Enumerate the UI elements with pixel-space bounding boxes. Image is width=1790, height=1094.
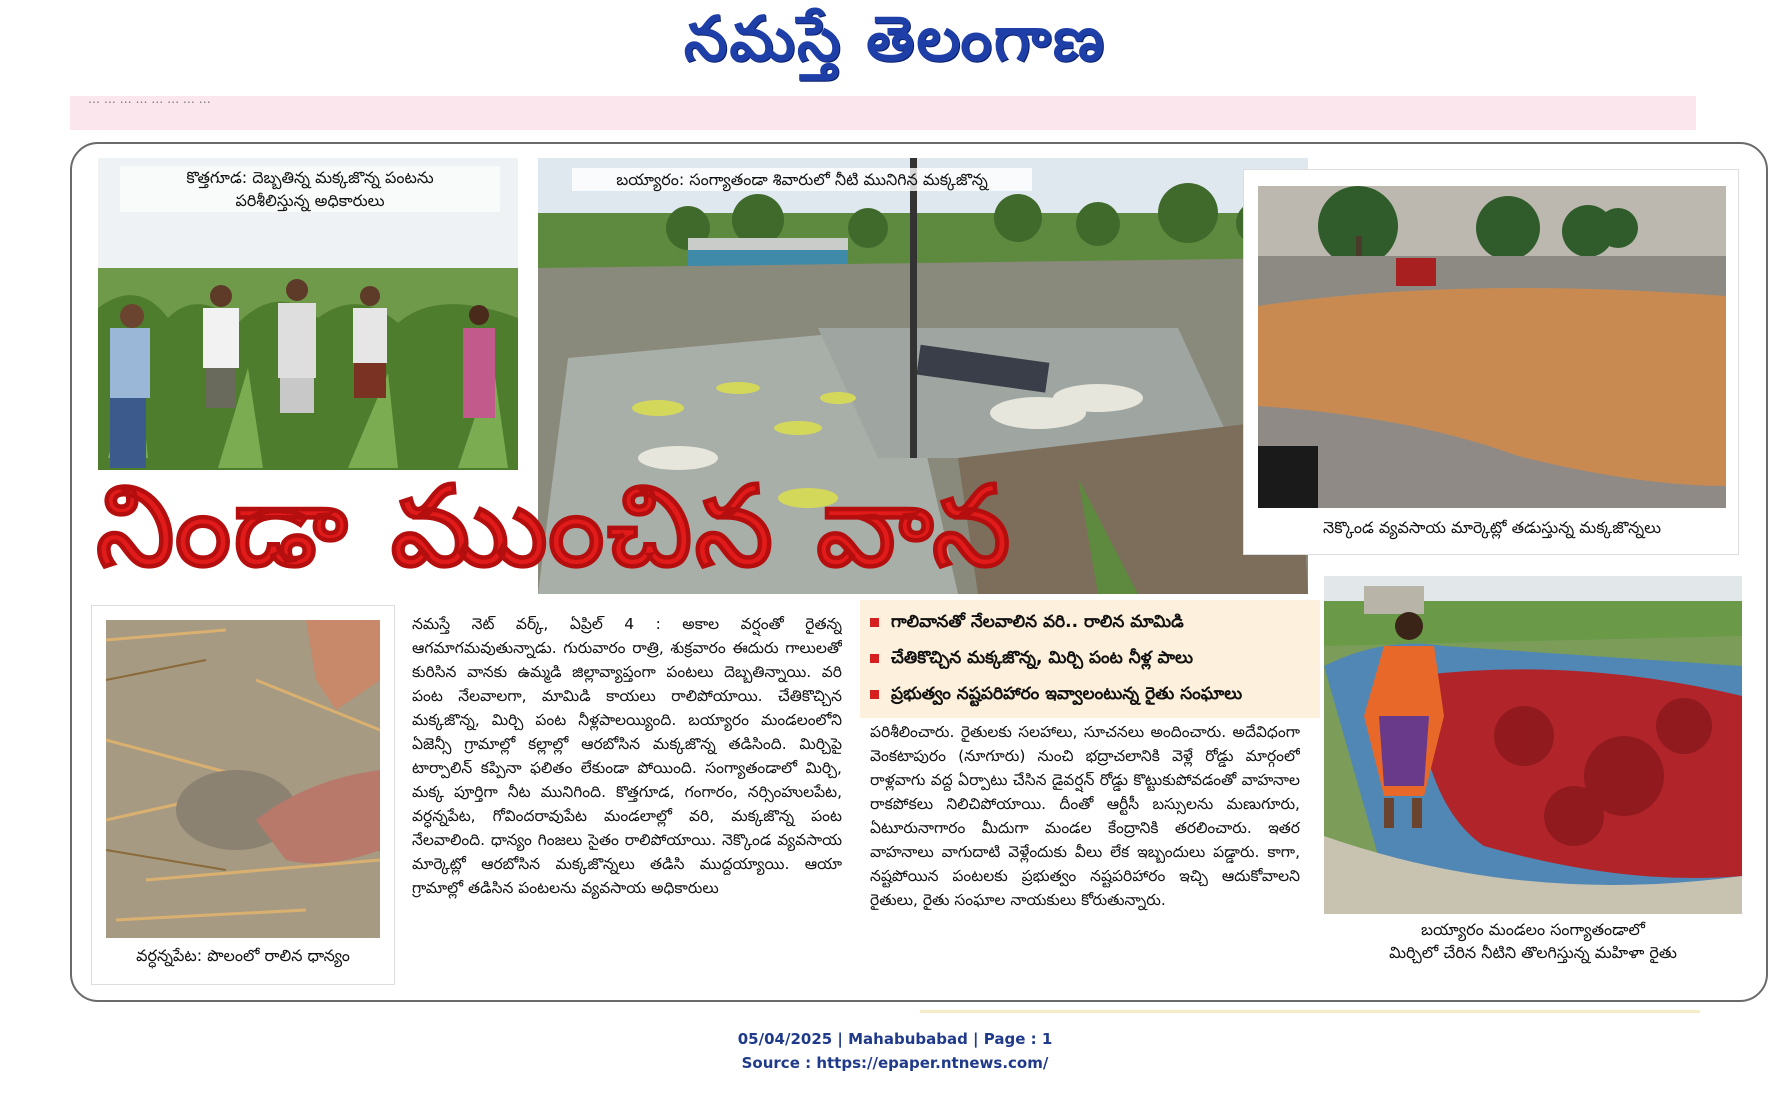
caption-photo4: వర్ధన్నపేట: పొలంలో రాలిన ధాన్యం bbox=[136, 946, 350, 965]
article-text-col1: నమస్తే నెట్ వర్క్, ఏప్రిల్ 4 : అకాల వర్షంతో రైతన్న ఆగమాగమవుతున్నాడు. గురువారం రాత్రి, శుక్రవారం ఈదురు గాలులతో కురిసిన వానకు ఉమ్మడి జిల్లావ్యాప్తంగా పంటలు దెబ్బతిన్నాయి. వరి పంట నేలవాలగా, మామిడి కాయలు రాలిపోయాయి. చేతికొచ్చిన మక్కజొన్న, మిర్చి పంట నీళ్లపాలయ్యింది. బయ్యారం మండలంలోని ఏజెన్సీ గ్రామాల్లో కల్లాల్లో ఆరబోసిన మక్కజొన్న తడిసింది. మిర్చిపై టార్పాలిన్ కప్పినా ఫలితం లేకుండా పోయింది. సంగ్యాతండాలో మిర్చి, మక్క పూర్తిగా నీట మునిగింది. కొత్తగూడ, గంగారం, నర్సింహులపేట, వర్ధన్నపేట, గోవిందరావుపేట మండలాల్లో వరి, మక్కజొన్న పంట నేలవాలింది. ధాన్యం గింజలు సైతం రాలిపోయాయి. నెక్కొండ వ్యవసాయ మార్కెట్లో ఆరబోసిన మక్కజొన్నలు తడిసి ముద్దయ్యాయి. ఆయా గ్రామాల్లో తడిసిన పంటలను వ్యవసాయ అధికారులు bbox=[412, 615, 842, 898]
bullet-marker bbox=[870, 690, 879, 699]
bottom-rule bbox=[920, 1010, 1700, 1013]
highlight-text: ప్రభుత్వం నష్టపరిహారం ఇవ్వాలంటున్న రైతు సంఘాలు bbox=[891, 684, 1243, 704]
highlight-text: గాలివానతో నేలవాలిన వరి.. రాలిన మామిడి bbox=[891, 612, 1184, 632]
article-text-col2: పరిశీలించారు. రైతులకు సలహాలు, సూచనలు అందించారు. అదేవిధంగా వెంకటాపురం (నూగూరు) నుంచి భద్రాచలానికి వెళ్లే రోడ్డు మార్గంలో రాళ్లవాగు వద్ద ఏర్పాటు చేసిన డైవర్షన్ రోడ్డు కొట్టుకుపోవడంతో వాహనాల రాకపోకలు నిలిచిపోయాయి. దీంతో ఆర్టీసీ బస్సులను మణుగూరు, ఏటూరునాగారం మీదుగా మండల కేంద్రానికి తరలించారు. ఇతర వాహనాలు వాగుదాటి వెళ్లేందుకు వీలు లేక ఇబ్బందులు పడ్డారు. కాగా, నష్టపోయిన పంటలకు ప్రభుత్వం నష్టపరిహారం ఇచ్చి ఆదుకోవాలని రైతులు, రైతు సంఘాల నాయకులు కోరుతున్నారు. bbox=[870, 723, 1300, 910]
bullet-marker bbox=[870, 618, 879, 627]
caption-photo2: బయ్యారం: సంగ్యాతండా శివారులో నీటి మునిగిన మక్కజొన్న bbox=[572, 168, 1032, 191]
caption-photo3: నెక్కొండ వ్యవసాయ మార్కెట్లో తడుస్తున్న మక్కజొన్నలు bbox=[1322, 518, 1662, 537]
top-strip bbox=[70, 96, 1696, 130]
highlight-item bbox=[870, 612, 1310, 636]
highlights-box bbox=[860, 600, 1320, 718]
article-column-1 bbox=[412, 612, 842, 972]
footer-date-edition: 05/04/2025 | Mahabubabad | Page : 1 bbox=[737, 1030, 1053, 1048]
caption-photo5: బయ్యారం మండలం సంగ్యాతండాలో మిర్చిలో చేరిన నీటిని తొలగిస్తున్న మహిళా రైతు bbox=[1389, 920, 1677, 963]
highlight-text: చేతికొచ్చిన మక్కజొన్న, మిర్చి పంట నీళ్ల పాలు bbox=[891, 648, 1193, 668]
caption-photo1: కొత్తగూడ: దెబ్బతిన్న మక్కజొన్న పంటను పరిశీలిస్తున్న అధికారులు bbox=[120, 166, 500, 212]
highlight-item bbox=[870, 648, 1310, 672]
photo-market-maize bbox=[1258, 186, 1726, 508]
footer-source: Source : https://epaper.ntnews.com/ bbox=[741, 1054, 1049, 1072]
strip-text: … … … … … … … … bbox=[88, 96, 211, 106]
masthead-title: నమస్తే తెలంగాణ bbox=[683, 2, 1107, 75]
photo-fallen-grain bbox=[106, 620, 380, 938]
headline: నిండా ముంచిన వాన bbox=[96, 462, 1013, 592]
article-column-2 bbox=[870, 720, 1300, 970]
bullet-marker bbox=[870, 654, 879, 663]
highlight-item bbox=[870, 684, 1310, 708]
photo-woman-chillies bbox=[1324, 576, 1742, 914]
